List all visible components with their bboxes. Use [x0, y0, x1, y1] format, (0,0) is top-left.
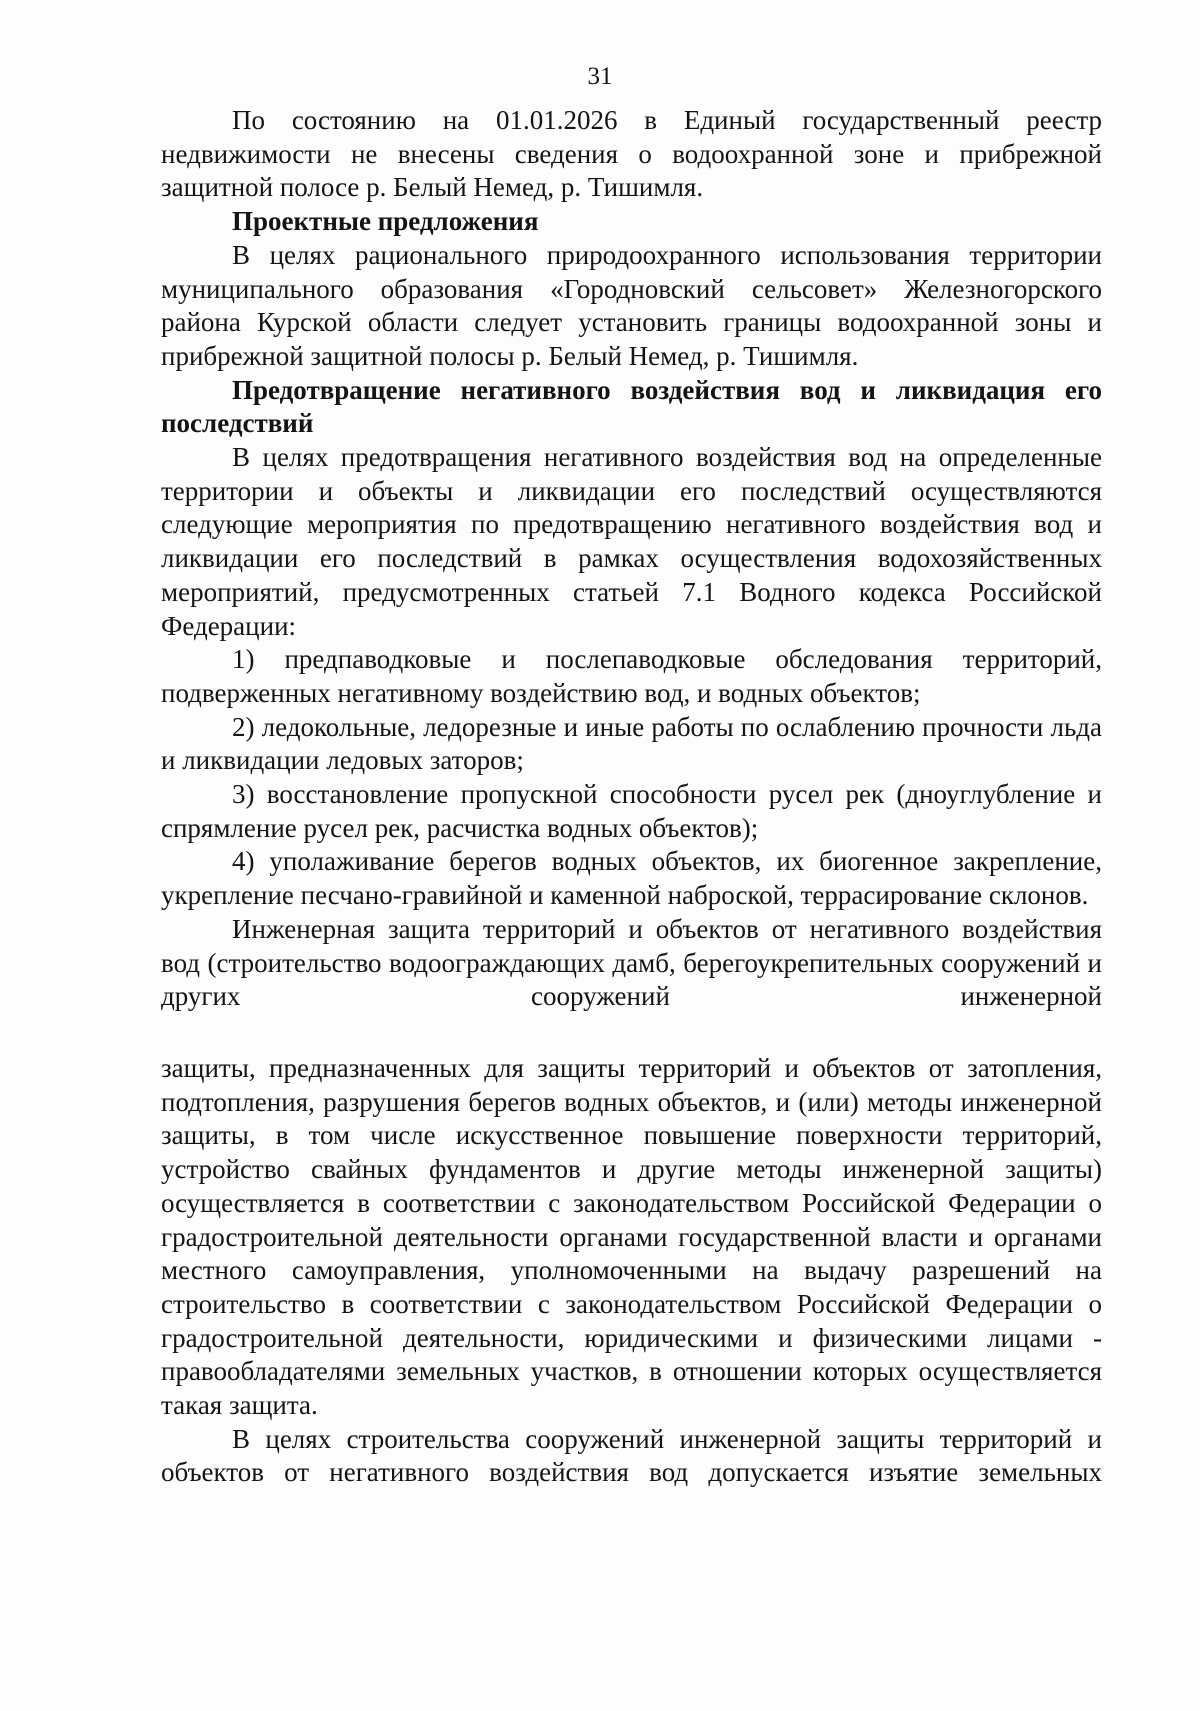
- paragraph-engineering-protection-start: Инженерная защита территорий и объектов от негативного воздействия вод (строительство водоограждающих дамб, берегоукрепительных сооружений и других сооружений инженерной: [161, 913, 1102, 1012]
- heading-project-proposals: Проектные предложения: [232, 206, 539, 237]
- paragraph-land-withdrawal: В целях строительства сооружений инженерной защиты территорий и объектов от негативного воздействия вод допускается изъятие земельных: [161, 1423, 1102, 1488]
- paragraph-water-protection-zone: В целях рационального природоохранного использования территории муниципального образования «Городновский сельсовет» Железногорского района Курской области следует установить границы водоохранной зоны и прибрежной защитной полосы р. Белый Немед, р. Тишимля.: [161, 239, 1102, 371]
- paragraph-gap: [161, 1014, 1102, 1052]
- paragraph-measures-intro: В целях предотвращения негативного воздействия вод на определенные территории и объекты и ликвидации его последствий осуществляются следующие мероприятия по предотвращению негативного воздействия вод и ликвидации его последствий в рамках осуществления водохозяйственных мероприятий, предусмотренных статьей 7.1 Водного кодекса Российской Федерации:: [161, 442, 1102, 641]
- list-item-3: 3) восстановление пропускной способности русел рек (дноуглубление и спрямление русел рек, расчистка водных объектов);: [161, 779, 1102, 843]
- paragraph-engineering-protection-continued: защиты, предназначенных для защиты территорий и объектов от затопления, подтопления, разрушения берегов водных объектов, и (или) методы инженерной защиты, в том числе искусственное повышение поверхности территорий, устройство свайных фундаментов и другие методы инженерной защиты) осуществляется в соответствии с законодательством Российской Федерации о градостроительной деятельности органами государственной власти и органами местного самоуправления, уполномоченными на выдачу разрешений на строительство в соответствии с законодательством Российской Федерации о градостроительной деятельности, юридическими и физическими лицами - правообладателями земельных участков, в отношении которых осуществляется такая защита.: [161, 1052, 1102, 1421]
- list-item-1: 1) предпаводковые и послепаводковые обследования территорий, подверженных негативному воздействию вод, и водных объектов;: [161, 644, 1102, 708]
- page-number: 31: [587, 63, 613, 90]
- list-item-4: 4) уполаживание берегов водных объектов, их биогенное закрепление, укрепление песчано-гравийной и каменной наброской, террасирование склонов.: [161, 846, 1102, 911]
- document-body: [161, 104, 1102, 1490]
- heading-prevention-negative-impact: Предотвращение негативного воздействия вод и ликвидация его последствий: [161, 374, 1102, 439]
- list-item-2: 2) ледокольные, ледорезные и иные работы по ослаблению прочности льда и ликвидации ледовых заторов;: [161, 711, 1102, 776]
- paragraph-registry-status: По состоянию на 01.01.2026 в Единый государственный реестр недвижимости не внесены сведения о водоохранной зоне и прибрежной защитной полосе р. Белый Немед, р. Тишимля.: [161, 105, 1102, 203]
